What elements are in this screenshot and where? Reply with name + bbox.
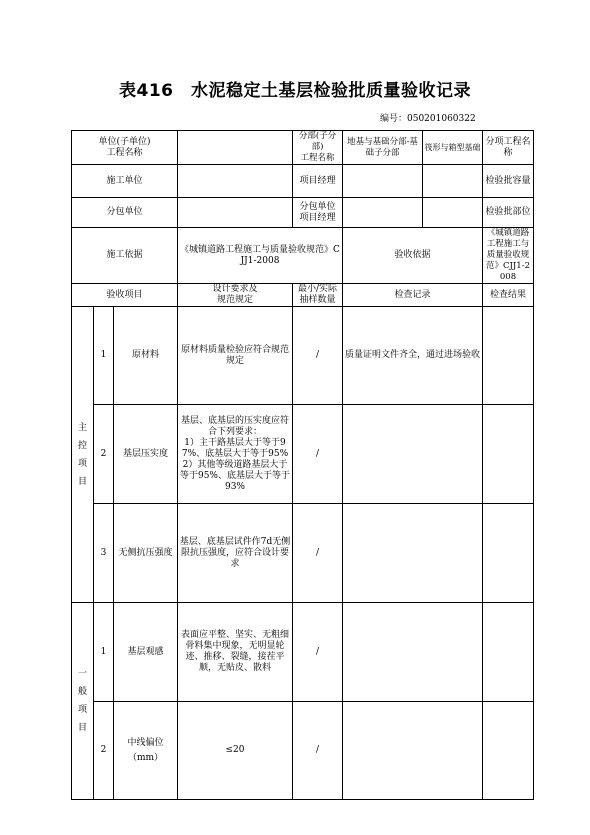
sub-value[interactable]: 地基与基础分部-基础子分部 bbox=[343, 131, 423, 165]
item-label-cell: 分项工程名称 bbox=[483, 131, 534, 165]
part-value[interactable] bbox=[423, 198, 483, 228]
general-row-min[interactable]: / bbox=[293, 603, 343, 702]
general-row-no: 2 bbox=[94, 702, 114, 800]
inspection-table bbox=[71, 130, 534, 800]
main-row-req: 基层、底基层试件作7d无侧限抗压强度，应符合设计要求 bbox=[178, 504, 293, 603]
main-row-name: 原材料 bbox=[114, 307, 178, 405]
general-row-record[interactable] bbox=[343, 702, 483, 800]
basis-value: 《城镇道路工程施工与质量验收规范》CJJ1-2008 bbox=[178, 228, 343, 284]
pm-value[interactable] bbox=[343, 165, 423, 198]
main-row-no: 3 bbox=[94, 504, 114, 603]
part-label-cell: 检验批部位 bbox=[483, 198, 534, 228]
main-row-record[interactable]: 质量证明文件齐全，通过进场验收 bbox=[343, 307, 483, 405]
main-row-min[interactable]: / bbox=[293, 504, 343, 603]
col-min: 最小/实际 抽样数量 bbox=[293, 284, 343, 307]
subcontract-value[interactable] bbox=[178, 198, 293, 228]
main-row-result[interactable] bbox=[483, 307, 534, 405]
capacity-value[interactable] bbox=[423, 165, 483, 198]
general-row-req: ≤20 bbox=[178, 702, 293, 800]
capacity-label-cell: 检验批容量 bbox=[483, 165, 534, 198]
main-row-result[interactable] bbox=[483, 504, 534, 603]
col-result: 检查结果 bbox=[483, 284, 534, 307]
construct-label: 施工单位 bbox=[72, 165, 178, 198]
subpm-value[interactable] bbox=[343, 198, 423, 228]
basis-label: 施工依据 bbox=[72, 228, 178, 284]
general-row-min[interactable]: / bbox=[293, 702, 343, 800]
main-row-name: 无侧抗压强度 bbox=[114, 504, 178, 603]
main-row-min[interactable]: / bbox=[293, 405, 343, 504]
general-items-label: 一 般 项 目 bbox=[72, 603, 94, 800]
main-row-no: 2 bbox=[94, 405, 114, 504]
form-code: 编号：050201060322 bbox=[380, 114, 476, 124]
acc-basis-label: 验收依据 bbox=[343, 228, 483, 284]
unit-label: 单位(子单位) 工程名称 bbox=[72, 131, 178, 165]
main-items-label: 主 控 项 目 bbox=[72, 307, 94, 603]
main-row-req: 原材料质量检验应符合规范规定 bbox=[178, 307, 293, 405]
general-row-name: 中线偏位 （mm） bbox=[114, 702, 178, 800]
main-row-name: 基层压实度 bbox=[114, 405, 178, 504]
main-row-min[interactable]: / bbox=[293, 307, 343, 405]
col-design: 设计要求及 规范规定 bbox=[178, 284, 293, 307]
main-row-result[interactable] bbox=[483, 405, 534, 504]
sub-label: 分部(子分部) 工程名称 bbox=[293, 131, 343, 165]
construct-value[interactable] bbox=[178, 165, 293, 198]
main-row-record[interactable] bbox=[343, 405, 483, 504]
general-row-name: 基层观感 bbox=[114, 603, 178, 702]
form-title: 表416 水泥稳定土基层检验批质量验收记录 bbox=[119, 81, 471, 101]
main-row-no: 1 bbox=[94, 307, 114, 405]
main-row-record[interactable] bbox=[343, 504, 483, 603]
col-item: 验收项目 bbox=[72, 284, 178, 307]
general-row-no: 1 bbox=[94, 603, 114, 702]
main-row-req: 基层、底基层的压实度应符合下列要求： 1）主干路基层大于等于97%、底基层大于等于95% 2）其他等级道路基层大于等于95%、底基层大于等于93% bbox=[178, 405, 293, 504]
general-row-result[interactable] bbox=[483, 603, 534, 702]
general-row-result[interactable] bbox=[483, 702, 534, 800]
subcontract-label: 分包单位 bbox=[72, 198, 178, 228]
acc-basis-value: 《城镇道路工程施工与质量验收规范》CJJ1-2008 bbox=[483, 228, 534, 284]
unit-value[interactable] bbox=[178, 131, 293, 165]
item-value[interactable]: 筏形与箱型基础 bbox=[423, 131, 483, 165]
general-row-req: 表面应平整、坚实、无粗细骨料集中现象，无明显轮迹、推移、裂缝，接茬平顺，无贴皮、散料 bbox=[178, 603, 293, 702]
general-row-record[interactable] bbox=[343, 603, 483, 702]
pm-label: 项目经理 bbox=[293, 165, 343, 198]
subpm-label: 分包单位 项目经理 bbox=[293, 198, 343, 228]
col-record: 检查记录 bbox=[343, 284, 483, 307]
